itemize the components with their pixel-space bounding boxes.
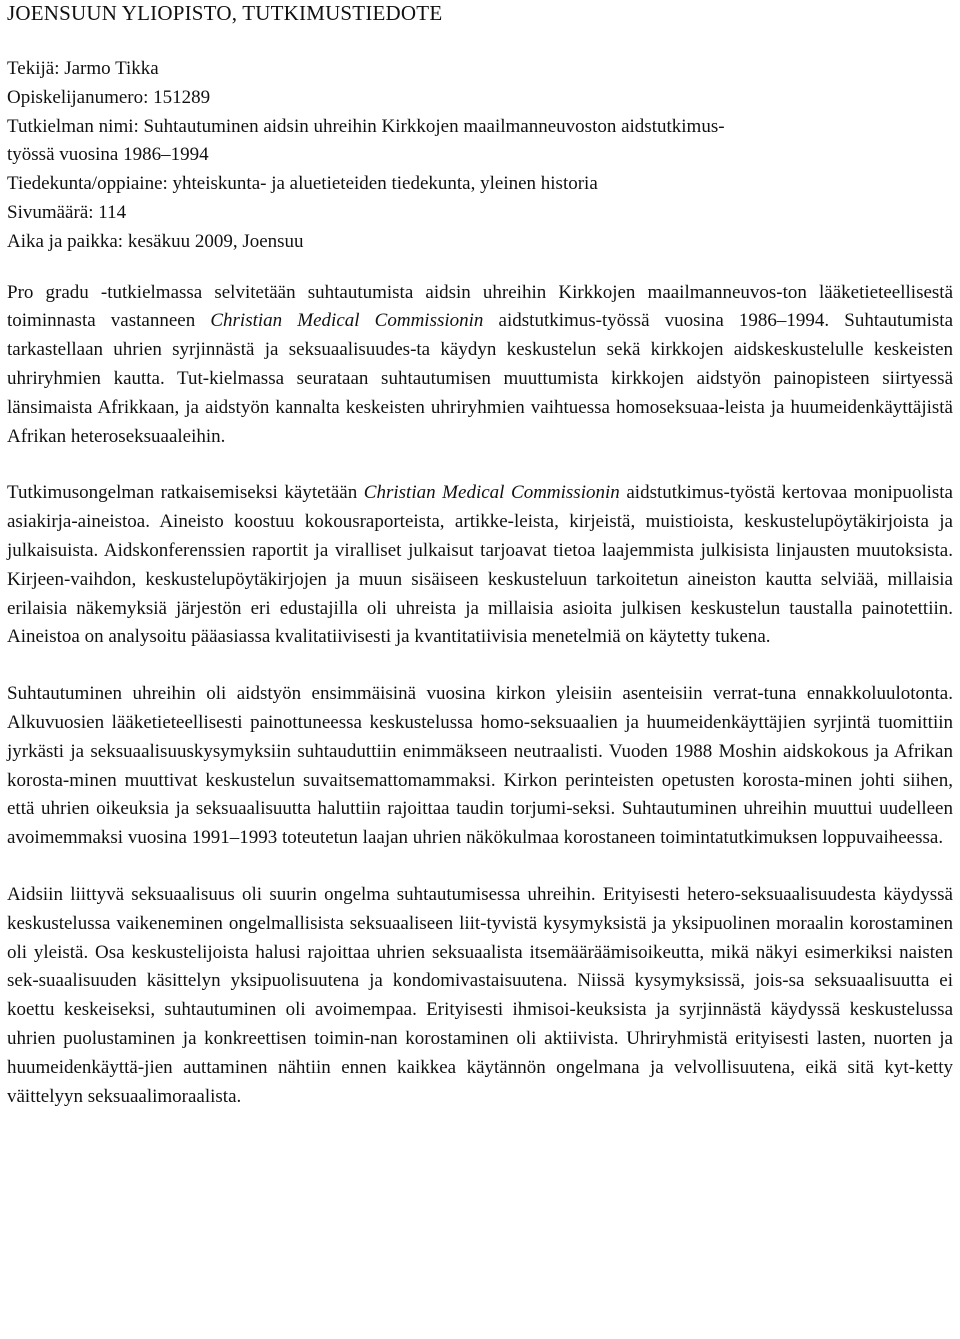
time-place-line: Aika ja paikka: kesäkuu 2009, Joensuu [7,230,304,252]
paragraph-text: aidstutkimus-työssä vuosina 1986–1994. Suhtautumista tarkastellaan uhrien syrjinnästä ja seksuaalisuudes-ta käydyn keskustelun sekä kirkkojen aidskeskustelulle keskeisten uhriryhmien kautta. Tut-kielmassa seurataan suhtautumisen muuttumista kirkkojen aidstyön painopisteen siirtyessä länsimaista Afrikkaan, ja aidstyön kannalta keskeisten uhriryhmien vaihtuessa homoseksuaa-leista ja huumeidenkäyttäjistä Afrikan heteroseksuaaleihin. [7,310,953,447]
document-header: JOENSUUN YLIOPISTO, TUTKIMUSTIEDOTE [7,1,443,25]
thesis-title-line-continued: työssä vuosina 1986–1994 [7,144,209,166]
organization-name: Christian Medical Commissionin [210,310,484,332]
author-line: Tekijä: Jarmo Tikka [7,58,159,79]
metadata-block [7,55,953,257]
abstract-paragraph-3: Suhtautuminen uhreihin oli aidstyön ensimmäisinä vuosina kirkon yleisiin asenteisiin verrat-tuna ennakkoluulotonta. Alkuvuosien lääketieteellisesti painottuneessa keskustelussa homo-seksuaalien ja huumeidenkäyttäjien syrjintä tuomittiin jyrkästi ja seksuaalisuuskysymyksiin suhtauduttiin enimmäkseen neutraalisti. Vuoden 1988 Moshin aidskokous ja Afrikan korosta-minen muuttivat keskustelun suvaitsemattomammaksi. Kirkon perinteisten opetusten korosta-minen johti siihen, että uhrien oikeuksia ja seksuaalisuutta haluttiin rajoittaa taudin torjumi-seksi. Suhtautuminen uhreihin muuttui uudelleen avoimemmaksi vuosina 1991–1993 toteutetun laajan uhrien näkökulmaa korostaneen toimintatutkimuksen loppuvaiheessa. [7,683,953,849]
paragraph-text: Pro gradu -tutkielmassa selvitetään suhtautumista aidsin uhreihin Kirkkojen maailmanneuvos-ton lääketieteellisestä toiminnasta vastanneen [7,281,953,332]
paragraph-text: Tutkimusongelman ratkaisemiseksi käytetään [7,482,364,504]
page-count-line: Sivumäärä: 114 [7,201,127,223]
organization-name: Christian Medical Commissionin [363,482,620,504]
abstract-paragraph-2 [7,479,953,652]
student-number-line: Opiskelijanumero: 151289 [7,86,211,108]
abstract-paragraph-4: Aidsiin liittyvä seksuaalisuus oli suurin ongelma suhtautumisessa uhreihin. Erityisesti hetero-seksuaalisuudesta käydyssä keskustelussa vaikeneminen ongelmallisista seksuaaliseen liit-tyvistä kysymyksistä ja yksipuolinen moraalin korostaminen oli yleistä. Osa keskustelijoista halusi rajoittaa uhrien seksuaalista itsemääräämisoikeutta, mikä näkyi esimerkiksi naisten sek-suaalisuuden käsittelyn yksipuolisuutena ja kondomivastaisuutena. Niissä kysymyksissä, jois-sa seksuaalisuutta ei koettu keskeiseksi, suhtautuminen oli avoimempaa. Erityisesti ihmisoi-keuksista ja syrjinnästä käydyssä keskustelussa uhrien puolustaminen ja konkreettisen toimin-nan korostaminen oli aktiivista. Uhriryhmistä erityisesti lasten, nuorten ja huumeidenkäyttä-jien auttaminen nähtiin ennen kaikkea käytännön ongelmana ja velvollisuutena, eikä sitä kyt-ketty väittelyyn seksuaalimoraalista. [7,883,953,1107]
faculty-line: Tiedekunta/oppiaine: yhteiskunta- ja aluetieteiden tiedekunta, yleinen historia [7,173,598,195]
thesis-title-line: Tutkielman nimi: Suhtautuminen aidsin uhreihin Kirkkojen maailmanneuvoston aidstutkimus- [7,115,725,137]
abstract-paragraph-1 [7,279,953,452]
paragraph-text: aidstutkimus-työstä kertovaa monipuolista asiakirja-aineistoa. Aineisto koostuu kokousraporteista, artikke-leista, kirjeistä, muistioista, keskustelupöytäkirjoista ja julkaisuista. Aidskonferenssien raportit ja viralliset julkaisut tarjoavat tietoa laajemmista julkisista linjausten muutoksista. Kirjeen-vaihdon, keskustelupöytäkirjojen ja muun sisäiseen keskusteluun tarkoitetun aineiston kautta selviää, millaisia erilaisia näkemyksiä järjestön eri edustajilla oli uhreista ja millaisia asioita julkisen keskustelun taustalla painotettiin. Aineistoa on analysoitu pääasiassa kvalitatiivisesti ja kvantitatiivisia menetelmiä on käytetty tukena. [7,482,953,648]
